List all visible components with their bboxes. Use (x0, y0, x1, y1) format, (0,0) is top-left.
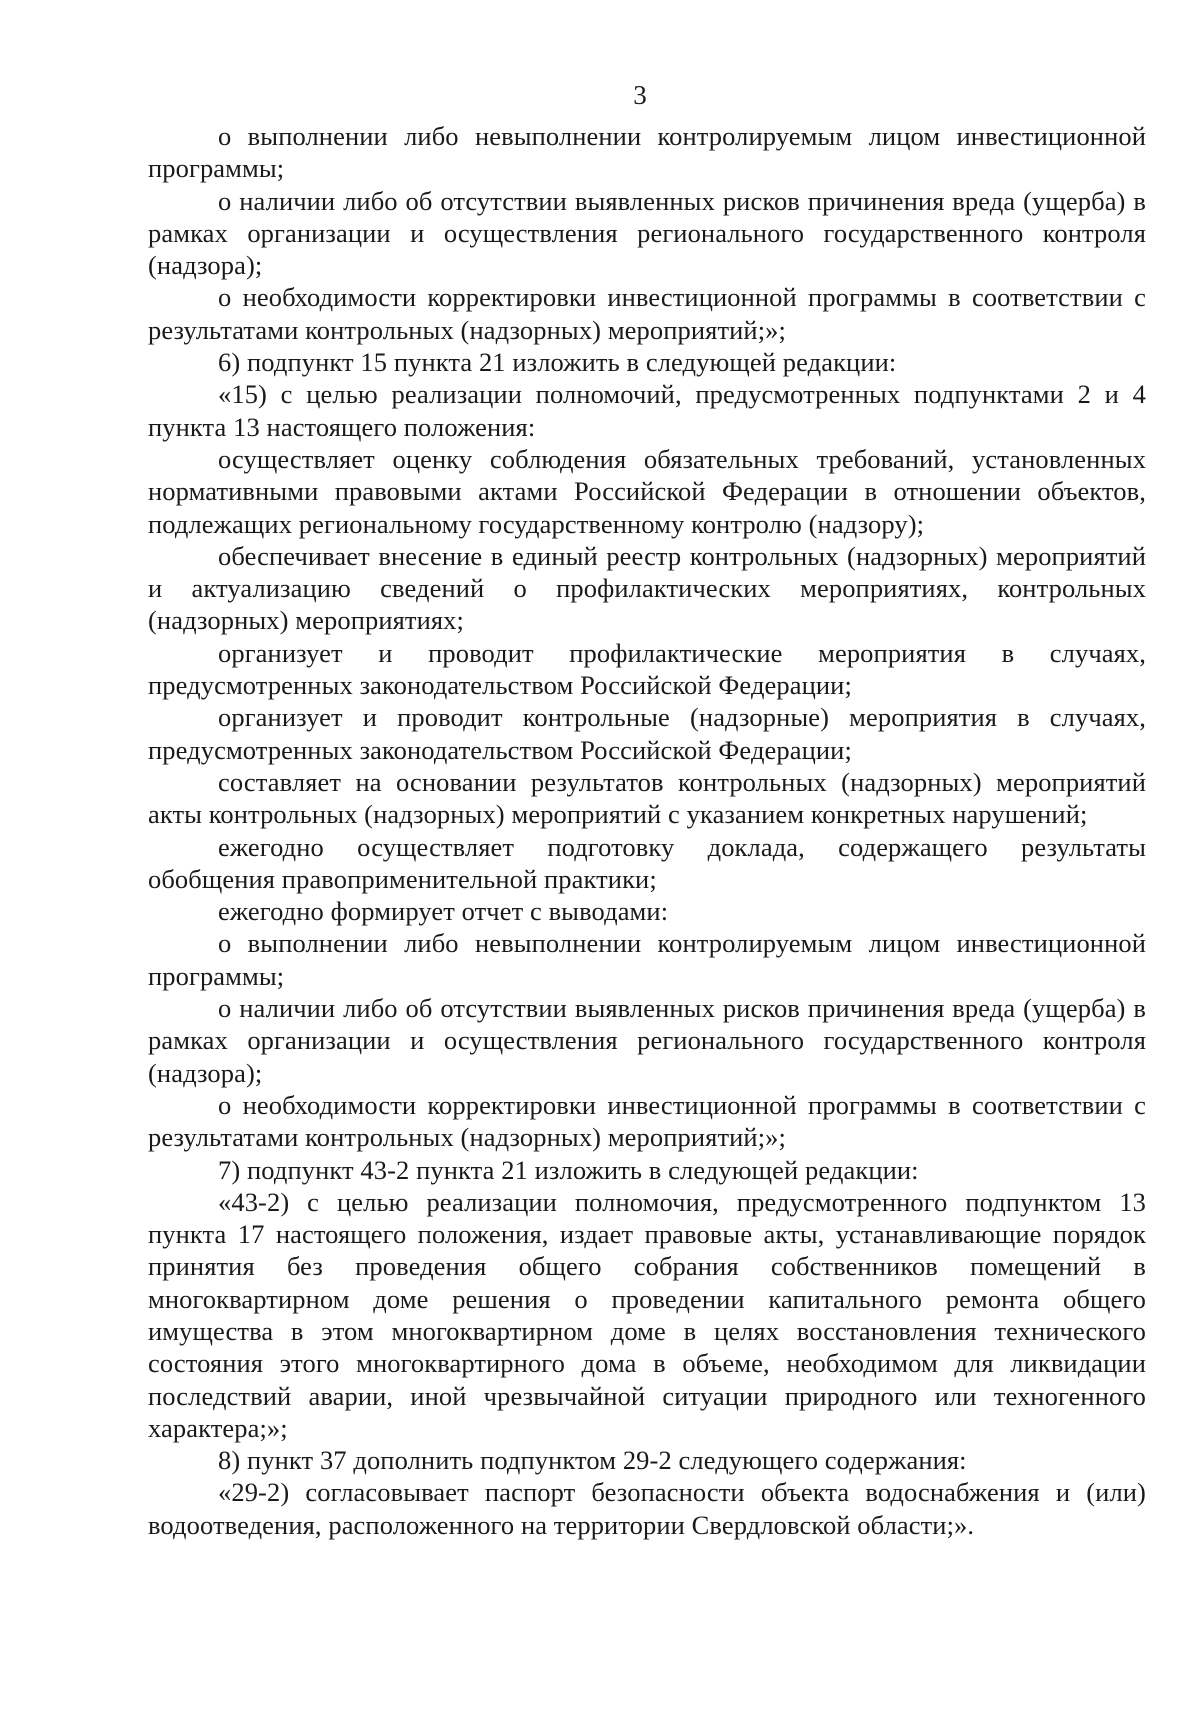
paragraph-control-measures: организует и проводит контрольные (надзорные) мероприятия в случаях, предусмотренных законодательством Российской Федерации; (148, 702, 1146, 765)
paragraph-control-acts: составляет на основании результатов контрольных (надзорных) мероприятий акты контрольных (надзорных) мероприятий с указанием конкретных нарушений; (148, 766, 1146, 830)
paragraph-subitem-43-2: «43-2) с целью реализации полномочия, предусмотренного подпунктом 13 пункта 17 настоящего положения, издает правовые акты, устанавливающие порядок принятия без проведения общего собрания собственников помещений в многоквартирном доме решения о проведении капитального ремонта общего имущества в этом многоквартирном доме в целях восстановления технического состояния этого многоквартирного дома в объеме, необходимом для ликвидации последствий аварии, иной чрезвычайной ситуации природного или техногенного характера;»; (148, 1186, 1146, 1443)
paragraph-harm-risks: о наличии либо об отсутствии выявленных рисков причинения вреда (ущерба) в рамках организации и осуществления регионального государственного контроля (надзора); (148, 185, 1146, 281)
paragraph-program-adjustment: о необходимости корректировки инвестиционной программы в соответствии с результатами контрольных (надзорных) мероприятий;»; (148, 282, 1146, 345)
paragraph-annual-report: ежегодно осуществляет подготовку доклада, содержащего результаты обобщения правоприменительной практики; (148, 831, 1146, 894)
page-number: 3 (633, 80, 647, 110)
paragraph-item-6: 6) подпункт 15 пункта 21 изложить в следующей редакции: (218, 347, 897, 378)
paragraph-investment-program-fulfillment-2: о выполнении либо невыполнении контролируемым лицом инвестиционной программы; (148, 928, 1146, 991)
paragraph-subitem-29-2: «29-2) согласовывает паспорт безопасности объекта водоснабжения и (или) водоотведения, расположенного на территории Свердловской области;». (148, 1477, 1146, 1540)
paragraph-harm-risks-2: о наличии либо об отсутствии выявленных рисков причинения вреда (ущерба) в рамках организации и осуществления регионального государственного контроля (надзора); (148, 993, 1146, 1088)
paragraph-investment-program-fulfillment: о выполнении либо невыполнении контролируемым лицом инвестиционной программы; (148, 121, 1146, 184)
paragraph-subitem-15: «15) с целью реализации полномочий, предусмотренных подпунктами 2 и 4 пункта 13 настоящего положения: (148, 379, 1146, 442)
paragraph-program-adjustment-2: о необходимости корректировки инвестиционной программы в соответствии с результатами контрольных (надзорных) мероприятий;»; (148, 1089, 1146, 1153)
paragraph-compliance-assessment: осуществляет оценку соблюдения обязательных требований, установленных нормативными правовыми актами Российской Федерации в отношении объектов, подлежащих региональному государственному контролю (надзору); (148, 443, 1146, 539)
document-body (148, 120, 1146, 1541)
paragraph-item-7: 7) подпункт 43-2 пункта 21 изложить в следующей редакции: (218, 1154, 919, 1185)
paragraph-preventive-measures: организует и проводит профилактические мероприятия в случаях, предусмотренных законодательством Российской Федерации; (148, 637, 1146, 701)
paragraph-item-8: 8) пункт 37 дополнить подпунктом 29-2 следующего содержания: (218, 1445, 967, 1476)
paragraph-unified-register: обеспечивает внесение в единый реестр контрольных (надзорных) мероприятий и актуализацию сведений о профилактических мероприятиях, контрольных (надзорных) мероприятиях; (148, 540, 1146, 636)
paragraph-annual-conclusions: ежегодно формирует отчет с выводами: (218, 896, 669, 927)
